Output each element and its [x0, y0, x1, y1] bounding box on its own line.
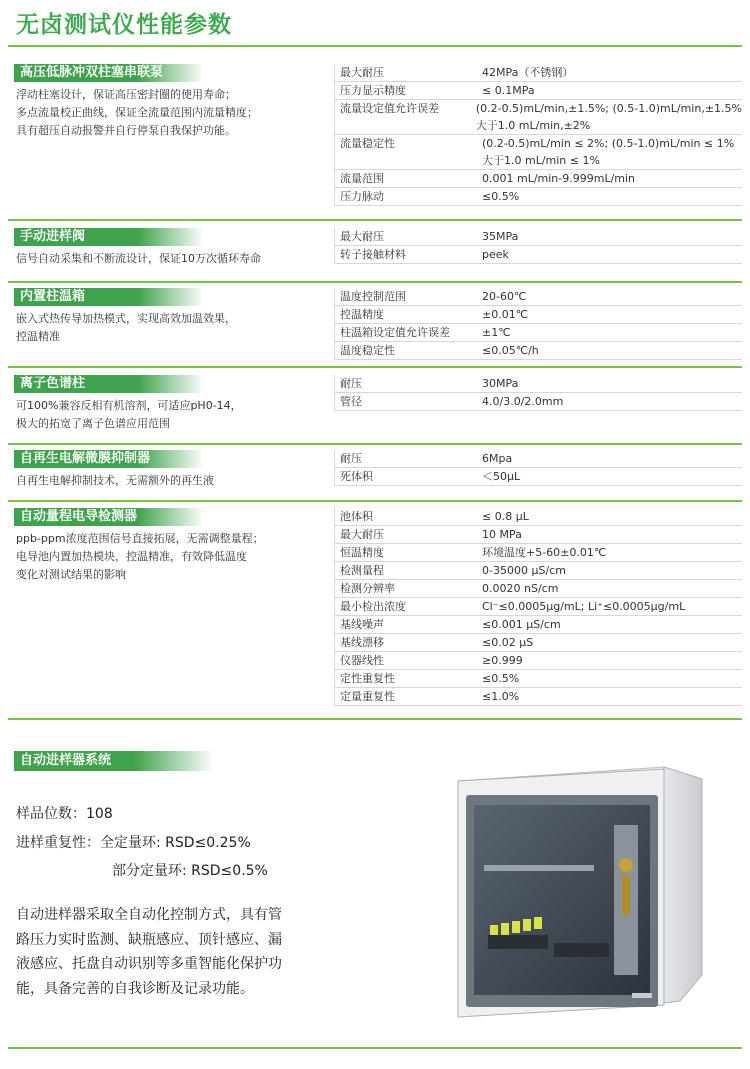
section-divider — [8, 219, 742, 221]
description-line: 多点流量校正曲线，保证全流量范围内流量精度； — [16, 106, 258, 119]
param-row — [335, 64, 742, 82]
section-divider — [8, 281, 742, 283]
param-row — [335, 393, 742, 411]
param-row — [335, 562, 742, 580]
param-value — [478, 246, 742, 264]
param-value — [478, 288, 742, 306]
section-description — [16, 472, 316, 490]
param-value — [478, 526, 742, 544]
param-value — [478, 324, 742, 342]
param-value-line: ≤ 0.1MPa — [482, 84, 535, 97]
spec-section — [8, 64, 742, 221]
param-name: 最小检出浓度 — [335, 598, 478, 616]
param-name: 流量设定值允许误差 — [335, 100, 472, 135]
param-row — [335, 82, 742, 100]
param-name: 最大耐压 — [335, 64, 478, 82]
autosampler-positions: 样品位数：108 — [16, 806, 113, 822]
param-value-line: 环境温度+5-60±0.01℃ — [482, 546, 607, 559]
param-value-line: ≤1.0% — [482, 690, 520, 703]
description-line: 信号自动采集和不断流设计，保证10万次循环寿命 — [16, 252, 261, 265]
param-value — [478, 616, 742, 634]
param-row — [335, 652, 742, 670]
param-name: 耐压 — [335, 450, 478, 468]
param-row — [335, 450, 742, 468]
autosampler-line: 路压力实时监测、缺瓶感应、顶针感应、漏 — [16, 931, 282, 948]
param-value — [478, 634, 742, 652]
description-line: 电导池内置加热模块，控温精准，有效降低温度 — [16, 550, 247, 563]
param-value — [472, 100, 742, 135]
param-value-line: 大于1.0 mL/min,±2% — [475, 119, 591, 132]
param-name: 池体积 — [335, 508, 478, 526]
param-table — [334, 228, 742, 264]
param-table — [334, 64, 742, 206]
param-value-line: (0.2-0.5)mL/min,±1.5%; (0.5-1.0)mL/min,±1.5% — [475, 102, 742, 115]
param-value-line: ≤0.02 μS — [482, 636, 534, 649]
section-heading: 离子色谱柱 — [14, 375, 204, 393]
param-value — [478, 688, 742, 706]
param-name: 管径 — [335, 393, 478, 411]
param-value — [478, 170, 742, 188]
param-value-line: ≥0.999 — [482, 654, 523, 667]
param-value-line: 0.001 mL/min-9.999mL/min — [482, 172, 636, 185]
param-value-line: 35MPa — [482, 230, 519, 243]
param-value — [478, 652, 742, 670]
param-name: 检测量程 — [335, 562, 478, 580]
param-value-line: 30MPa — [482, 377, 519, 390]
param-value-line: 0.0020 nS/cm — [482, 582, 559, 595]
title-divider — [8, 45, 742, 47]
section-heading: 自动量程电导检测器 — [14, 508, 204, 526]
param-value-line: 0-35000 μS/cm — [482, 564, 566, 577]
section-description — [16, 397, 316, 433]
param-value — [478, 393, 742, 411]
description-line: 控温精准 — [16, 330, 60, 343]
param-table — [334, 288, 742, 360]
section-description — [16, 250, 316, 268]
description-line: 具有超压自动报警并自行停泵自我保护功能。 — [16, 124, 236, 137]
param-value — [478, 342, 742, 360]
param-value-line: 4.0/3.0/2.0mm — [482, 395, 564, 408]
section-heading: 高压低脉冲双柱塞串联泵 — [14, 64, 204, 82]
param-value — [478, 508, 742, 526]
param-value — [478, 450, 742, 468]
section-heading: 内置柱温箱 — [14, 288, 204, 306]
spec-section — [8, 288, 742, 368]
param-table — [334, 508, 742, 706]
param-value — [478, 64, 742, 82]
param-table — [334, 375, 742, 411]
section-heading: 手动进样阀 — [14, 228, 204, 246]
section-heading: 自再生电解微膜抑制器 — [14, 450, 204, 468]
autosampler-heading: 自动进样器系统 — [14, 751, 214, 771]
param-value-line: 大于1.0 mL/min ≤ 1% — [482, 154, 600, 167]
description-line: 嵌入式热传导加热模式，实现高效加温效果， — [16, 312, 236, 325]
param-row — [335, 306, 742, 324]
section-description — [16, 310, 316, 346]
param-value — [478, 82, 742, 100]
autosampler-line: 能，具备完善的自我诊断及记录功能。 — [16, 980, 254, 997]
param-row — [335, 375, 742, 393]
param-row — [335, 634, 742, 652]
param-name: 定性重复性 — [335, 670, 478, 688]
param-value — [478, 188, 742, 206]
param-name: 温度稳定性 — [335, 342, 478, 360]
param-row — [335, 580, 742, 598]
section-divider — [8, 443, 742, 445]
param-value-line: ≤ 0.8 μL — [482, 510, 529, 523]
param-name: 仪器线性 — [335, 652, 478, 670]
param-name: 流量范围 — [335, 170, 478, 188]
param-value — [478, 375, 742, 393]
param-value-line: (0.2-0.5)mL/min ≤ 2%; (0.5-1.0)mL/min ≤ 1% — [482, 137, 735, 150]
param-value-line: Cl⁻≤0.0005μg/mL; Li⁺≤0.0005μg/mL — [482, 600, 686, 613]
param-name: 流量稳定性 — [335, 135, 478, 170]
param-row — [335, 100, 742, 135]
param-name: 定量重复性 — [335, 688, 478, 706]
param-row — [335, 228, 742, 246]
param-row — [335, 246, 742, 264]
section-description — [16, 530, 316, 584]
param-name: 控温精度 — [335, 306, 478, 324]
autosampler-repeat-full: 进样重复性：全定量环: RSD≤0.25% — [16, 835, 251, 851]
param-value — [478, 562, 742, 580]
section-description — [16, 86, 316, 140]
param-name: 检测分辨率 — [335, 580, 478, 598]
param-value-line: ±1℃ — [482, 326, 511, 339]
param-name: 基线漂移 — [335, 634, 478, 652]
param-value-line: ≤0.5% — [482, 672, 520, 685]
param-value-line: ≤0.05℃/h — [482, 344, 539, 357]
param-value — [478, 670, 742, 688]
param-name: 耐压 — [335, 375, 478, 393]
spec-section — [8, 375, 742, 445]
param-name: 死体积 — [335, 468, 478, 486]
autosampler-line: 自动进样器采取全自动化控制方式，具有管 — [16, 907, 282, 923]
description-line: 自再生电解抑制技术，无需额外的再生液 — [16, 474, 214, 487]
param-value — [478, 580, 742, 598]
param-row — [335, 170, 742, 188]
description-line: 浮动柱塞设计，保证高压密封圈的使用寿命； — [16, 88, 236, 101]
param-row — [335, 135, 742, 170]
param-name: 最大耐压 — [335, 228, 478, 246]
param-value-line: ≤0.001 μS/cm — [482, 618, 561, 631]
page-title: 无卤测试仪性能参数 — [16, 12, 232, 38]
param-name: 基线噪声 — [335, 616, 478, 634]
param-row — [335, 468, 742, 486]
autosampler-line: 液感应、托盘自动识别等多重智能化保护功 — [16, 956, 282, 972]
param-row — [335, 544, 742, 562]
param-value-line: ＜50μL — [482, 470, 521, 483]
description-line: 变化对测试结果的影响 — [16, 568, 126, 581]
section-divider — [8, 500, 742, 502]
autosampler-photo — [444, 765, 706, 1023]
param-value-line: 6Mpa — [482, 452, 513, 465]
spec-section — [8, 228, 742, 283]
description-line: ppb-ppm浓度范围信号直接拓展，无需调整量程； — [16, 532, 264, 545]
param-value — [478, 544, 742, 562]
param-name: 压力显示精度 — [335, 82, 478, 100]
description-line: 极大的拓宽了离子色谱应用范围 — [16, 417, 170, 430]
param-table — [334, 450, 742, 486]
param-row — [335, 688, 742, 706]
param-value — [478, 135, 742, 170]
param-row — [335, 324, 742, 342]
param-value-line: 10 MPa — [482, 528, 522, 541]
autosampler-description — [16, 903, 346, 1001]
spec-section — [8, 508, 742, 720]
param-row — [335, 342, 742, 360]
param-row — [335, 598, 742, 616]
param-value-line: ≤0.5% — [482, 190, 520, 203]
param-value — [478, 468, 742, 486]
param-name: 温度控制范围 — [335, 288, 478, 306]
spec-section — [8, 450, 742, 502]
param-row — [335, 508, 742, 526]
param-value-line: peek — [482, 248, 509, 261]
param-name: 转子接触材料 — [335, 246, 478, 264]
param-value-line: ±0.01℃ — [482, 308, 529, 321]
section-divider — [8, 718, 742, 720]
param-value — [478, 228, 742, 246]
bottom-divider — [8, 1047, 742, 1049]
param-value-line: 20-60℃ — [482, 290, 527, 303]
param-name: 恒温精度 — [335, 544, 478, 562]
param-value-line: 42MPa（不锈钢） — [482, 66, 574, 79]
description-line: 可100%兼容反相有机溶剂，可适应pH0-14， — [16, 399, 242, 412]
autosampler-repeat-partial: 部分定量环: RSD≤0.5% — [112, 863, 268, 879]
param-name: 最大耐压 — [335, 526, 478, 544]
param-value — [478, 306, 742, 324]
param-row — [335, 526, 742, 544]
section-divider — [8, 366, 742, 368]
param-name: 压力脉动 — [335, 188, 478, 206]
param-value — [478, 598, 742, 616]
param-row — [335, 288, 742, 306]
param-row — [335, 670, 742, 688]
param-name: 柱温箱设定值允许误差 — [335, 324, 478, 342]
param-row — [335, 616, 742, 634]
param-row — [335, 188, 742, 206]
